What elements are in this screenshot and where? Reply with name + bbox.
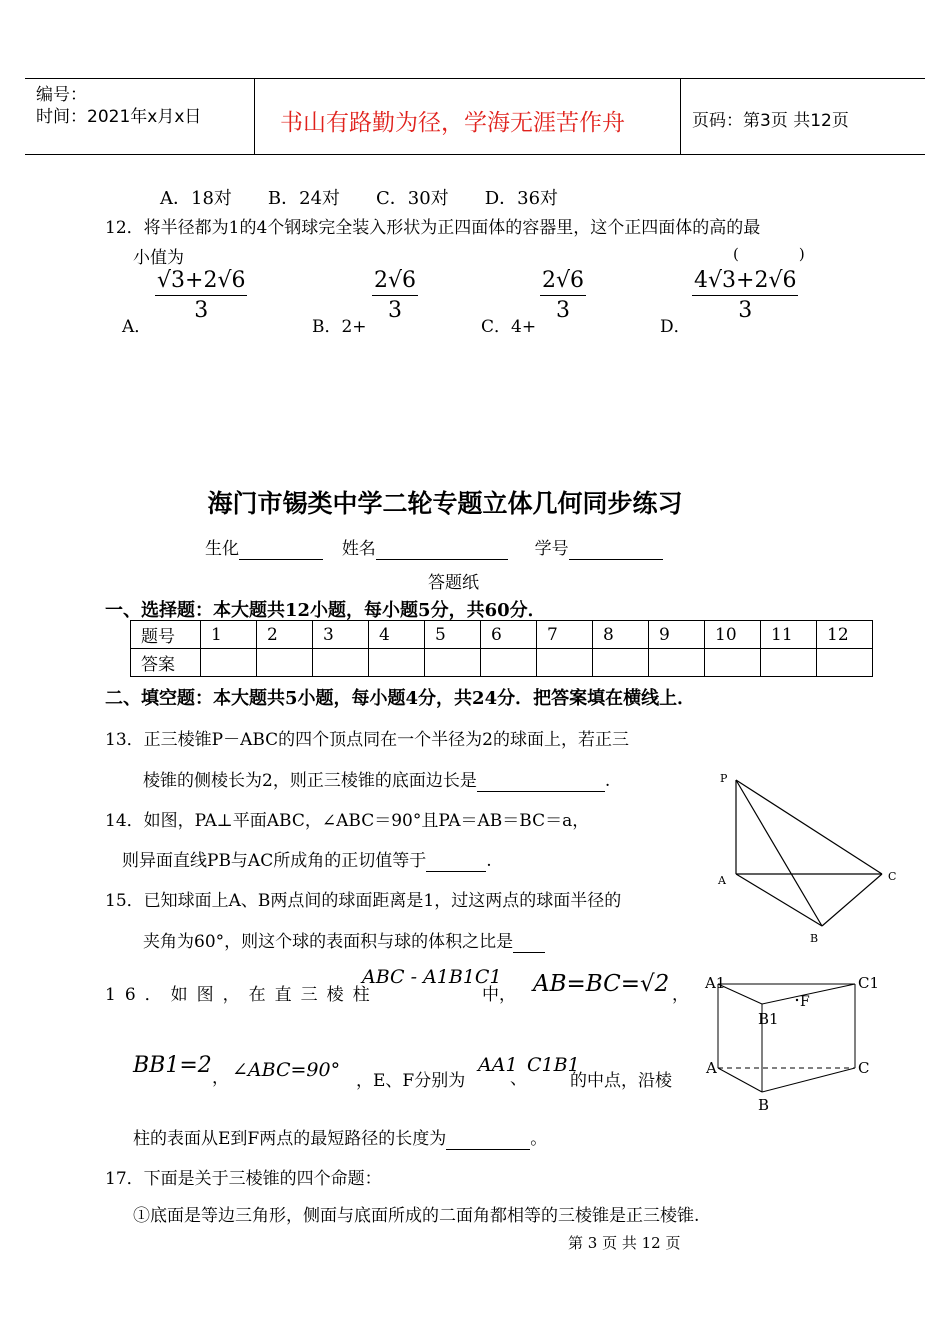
answer-cell[interactable] bbox=[593, 649, 649, 677]
table-header-cell: 8 bbox=[593, 621, 649, 649]
q16-seg2: C1B1 bbox=[527, 1054, 580, 1076]
answer-table bbox=[130, 620, 873, 677]
q12-stem: 12．将半径都为1的4个钢球完全装入形状为正四面体的容器里，这个正四面体的高的最 bbox=[105, 218, 761, 238]
section1-heading: 一、选择题：本大题共12小题，每小题5分，共60分． bbox=[105, 600, 546, 621]
label-f: F bbox=[800, 994, 810, 1010]
q14-line2 bbox=[122, 846, 492, 872]
q16-sep: ， bbox=[212, 1068, 229, 1088]
class-field[interactable] bbox=[239, 539, 323, 560]
table-header-cell: 题号 bbox=[131, 621, 201, 649]
label-c: C bbox=[858, 1059, 870, 1077]
label-a: A bbox=[718, 874, 726, 887]
answer-cell[interactable] bbox=[257, 649, 313, 677]
q12-option-b-num: 2√6 bbox=[372, 268, 418, 296]
q14-line2-text: 则异面直线PB与AC所成角的正切值等于 bbox=[122, 851, 427, 871]
label-b1: B1 bbox=[758, 1010, 779, 1028]
answer-cell[interactable] bbox=[369, 649, 425, 677]
answer-label-cell: 答案 bbox=[131, 649, 201, 677]
q16-end: 。 bbox=[530, 1129, 548, 1149]
table-header-cell: 10 bbox=[705, 621, 761, 649]
q16-line3 bbox=[133, 1124, 547, 1150]
q12-option-d-fraction bbox=[692, 268, 798, 323]
answer-cell[interactable] bbox=[761, 649, 817, 677]
q16-eq3: ∠ABC=90° bbox=[232, 1059, 341, 1081]
q14-line1: 14．如图，PA⊥平面ABC，∠ABC＝90°且PA＝AB＝BC＝a， bbox=[105, 811, 590, 831]
table-row-answers bbox=[131, 649, 873, 677]
q13-line1: 13．正三棱锥P－ABC的四个顶点同在一个半径为2的球面上，若正三 bbox=[105, 730, 629, 750]
q12-option-d-label: D． bbox=[660, 317, 691, 337]
table-header-cell: 1 bbox=[201, 621, 257, 649]
q14-end: . bbox=[486, 851, 492, 871]
prism-figure bbox=[700, 968, 900, 1118]
pyramid-figure bbox=[712, 766, 912, 946]
label-b: B bbox=[810, 932, 819, 945]
q12-option-d-num: 4√3+2√6 bbox=[692, 268, 798, 296]
answer-cell[interactable] bbox=[537, 649, 593, 677]
label-p: P bbox=[720, 772, 728, 785]
header-number: 编号： bbox=[36, 85, 87, 105]
q17-line1: 17．下面是关于三棱锥的四个命题： bbox=[105, 1169, 382, 1189]
label-a1: A1 bbox=[705, 974, 726, 992]
q17-item1: ①底面是等边三角形，侧面与底面所成的二面角都相等的三棱锥是正三棱锥. bbox=[133, 1206, 700, 1226]
q16-line1-mid: 中， bbox=[482, 985, 516, 1005]
table-header-cell: 2 bbox=[257, 621, 313, 649]
q12-option-b-den: 3 bbox=[388, 298, 402, 323]
sheet-title: 海门市锡类中学二轮专题立体几何同步练习 bbox=[207, 489, 683, 518]
id-field[interactable] bbox=[569, 539, 663, 560]
answer-cell[interactable] bbox=[817, 649, 873, 677]
q13-answer-blank[interactable] bbox=[477, 771, 605, 792]
header-top-rule bbox=[25, 78, 925, 79]
q16-line2-end: 的中点，沿棱 bbox=[570, 1071, 672, 1091]
id-label: 学号 bbox=[534, 539, 569, 559]
q16-seg1: AA1 bbox=[478, 1054, 518, 1076]
q12-option-a-num: √3+2√6 bbox=[155, 268, 247, 296]
q16-prism-name: ABC - A1B1C1 bbox=[362, 966, 502, 988]
sheet-subtitle: 答题纸 bbox=[428, 573, 479, 593]
q12-option-c-label: C．4+ bbox=[481, 317, 537, 337]
class-label: 生化 bbox=[205, 539, 239, 559]
header-divider-right bbox=[680, 78, 681, 155]
q15-line2-text: 夹角为60°，则这个球的表面积与球的体积之比是 bbox=[143, 932, 514, 952]
answer-cell[interactable] bbox=[481, 649, 537, 677]
q13-line2 bbox=[143, 766, 610, 792]
q12-option-c-den: 3 bbox=[556, 298, 570, 323]
q12-option-c-fraction bbox=[540, 268, 586, 323]
q12-option-c-num: 2√6 bbox=[540, 268, 586, 296]
q12-option-b-fraction bbox=[372, 268, 418, 323]
q16-line1 bbox=[105, 980, 379, 1005]
q12-option-d-den: 3 bbox=[738, 298, 753, 323]
header-bottom-rule bbox=[25, 154, 925, 155]
q11-options: A．18对 B．24对 C．30对 D．36对 bbox=[160, 188, 559, 209]
label-a: A bbox=[706, 1059, 717, 1077]
table-header-cell: 12 bbox=[817, 621, 873, 649]
table-header-cell: 6 bbox=[481, 621, 537, 649]
q16-eq1: AB=BC=√2 bbox=[533, 971, 670, 997]
answer-cell[interactable] bbox=[201, 649, 257, 677]
q15-line2 bbox=[143, 927, 545, 953]
q15-line1: 15．已知球面上A、B两点间的球面距离是1，过这两点的球面半径的 bbox=[105, 891, 622, 911]
q16-eq2: BB1=2 bbox=[133, 1053, 212, 1078]
q12-answer-paren: ( ) bbox=[733, 245, 805, 263]
q15-answer-blank[interactable] bbox=[513, 932, 545, 953]
header-motto: 书山有路勤为径，学海无涯苦作舟 bbox=[280, 110, 625, 136]
table-row-numbers bbox=[131, 621, 873, 649]
table-header-cell: 9 bbox=[649, 621, 705, 649]
q12-option-a-label: A． bbox=[122, 317, 152, 337]
header-divider-left bbox=[254, 78, 255, 155]
q16-line3-text: 柱的表面从E到F两点的最短路径的长度为 bbox=[133, 1129, 447, 1149]
q13-end: . bbox=[604, 771, 611, 791]
answer-cell[interactable] bbox=[313, 649, 369, 677]
student-info-row bbox=[205, 534, 663, 560]
table-header-cell: 7 bbox=[537, 621, 593, 649]
q12-stem-cont: 小值为 bbox=[133, 248, 184, 268]
answer-cell[interactable] bbox=[705, 649, 761, 677]
page-footer: 第 3 页 共 12 页 bbox=[568, 1234, 681, 1252]
table-header-cell: 5 bbox=[425, 621, 481, 649]
table-header-cell: 4 bbox=[369, 621, 425, 649]
point-f bbox=[796, 999, 798, 1001]
q16-line1-end: ， bbox=[672, 985, 689, 1005]
q12-option-a-fraction bbox=[155, 268, 247, 323]
table-header-cell: 11 bbox=[761, 621, 817, 649]
q13-line2-text: 棱锥的侧棱长为2，则正三棱锥的底面边长是 bbox=[143, 771, 477, 791]
table-header-cell: 3 bbox=[313, 621, 369, 649]
label-b: B bbox=[758, 1096, 770, 1114]
header-time: 时间：2021年x月x日 bbox=[36, 107, 202, 127]
answer-cell[interactable] bbox=[425, 649, 481, 677]
header-page: 页码：第3页 共12页 bbox=[692, 111, 849, 131]
section2-heading: 二、填空题：本大题共5小题，每小题4分，共24分．把答案填在横线上． bbox=[105, 688, 696, 709]
q16-line2-mid: ，E、F分别为 bbox=[356, 1071, 466, 1091]
name-label: 姓名 bbox=[341, 539, 376, 559]
q16-sep2: 、 bbox=[510, 1069, 527, 1089]
name-field[interactable] bbox=[376, 539, 508, 560]
q16-answer-blank[interactable] bbox=[446, 1129, 530, 1150]
answer-cell[interactable] bbox=[649, 649, 705, 677]
q12-option-b-label: B．2+ bbox=[312, 317, 367, 337]
label-c: C bbox=[888, 870, 897, 883]
q14-answer-blank[interactable] bbox=[426, 851, 486, 872]
q12-option-a-den: 3 bbox=[194, 298, 209, 323]
q16-line1-text: 16．如图，在直三棱柱 bbox=[105, 985, 379, 1005]
label-c1: C1 bbox=[858, 974, 880, 992]
